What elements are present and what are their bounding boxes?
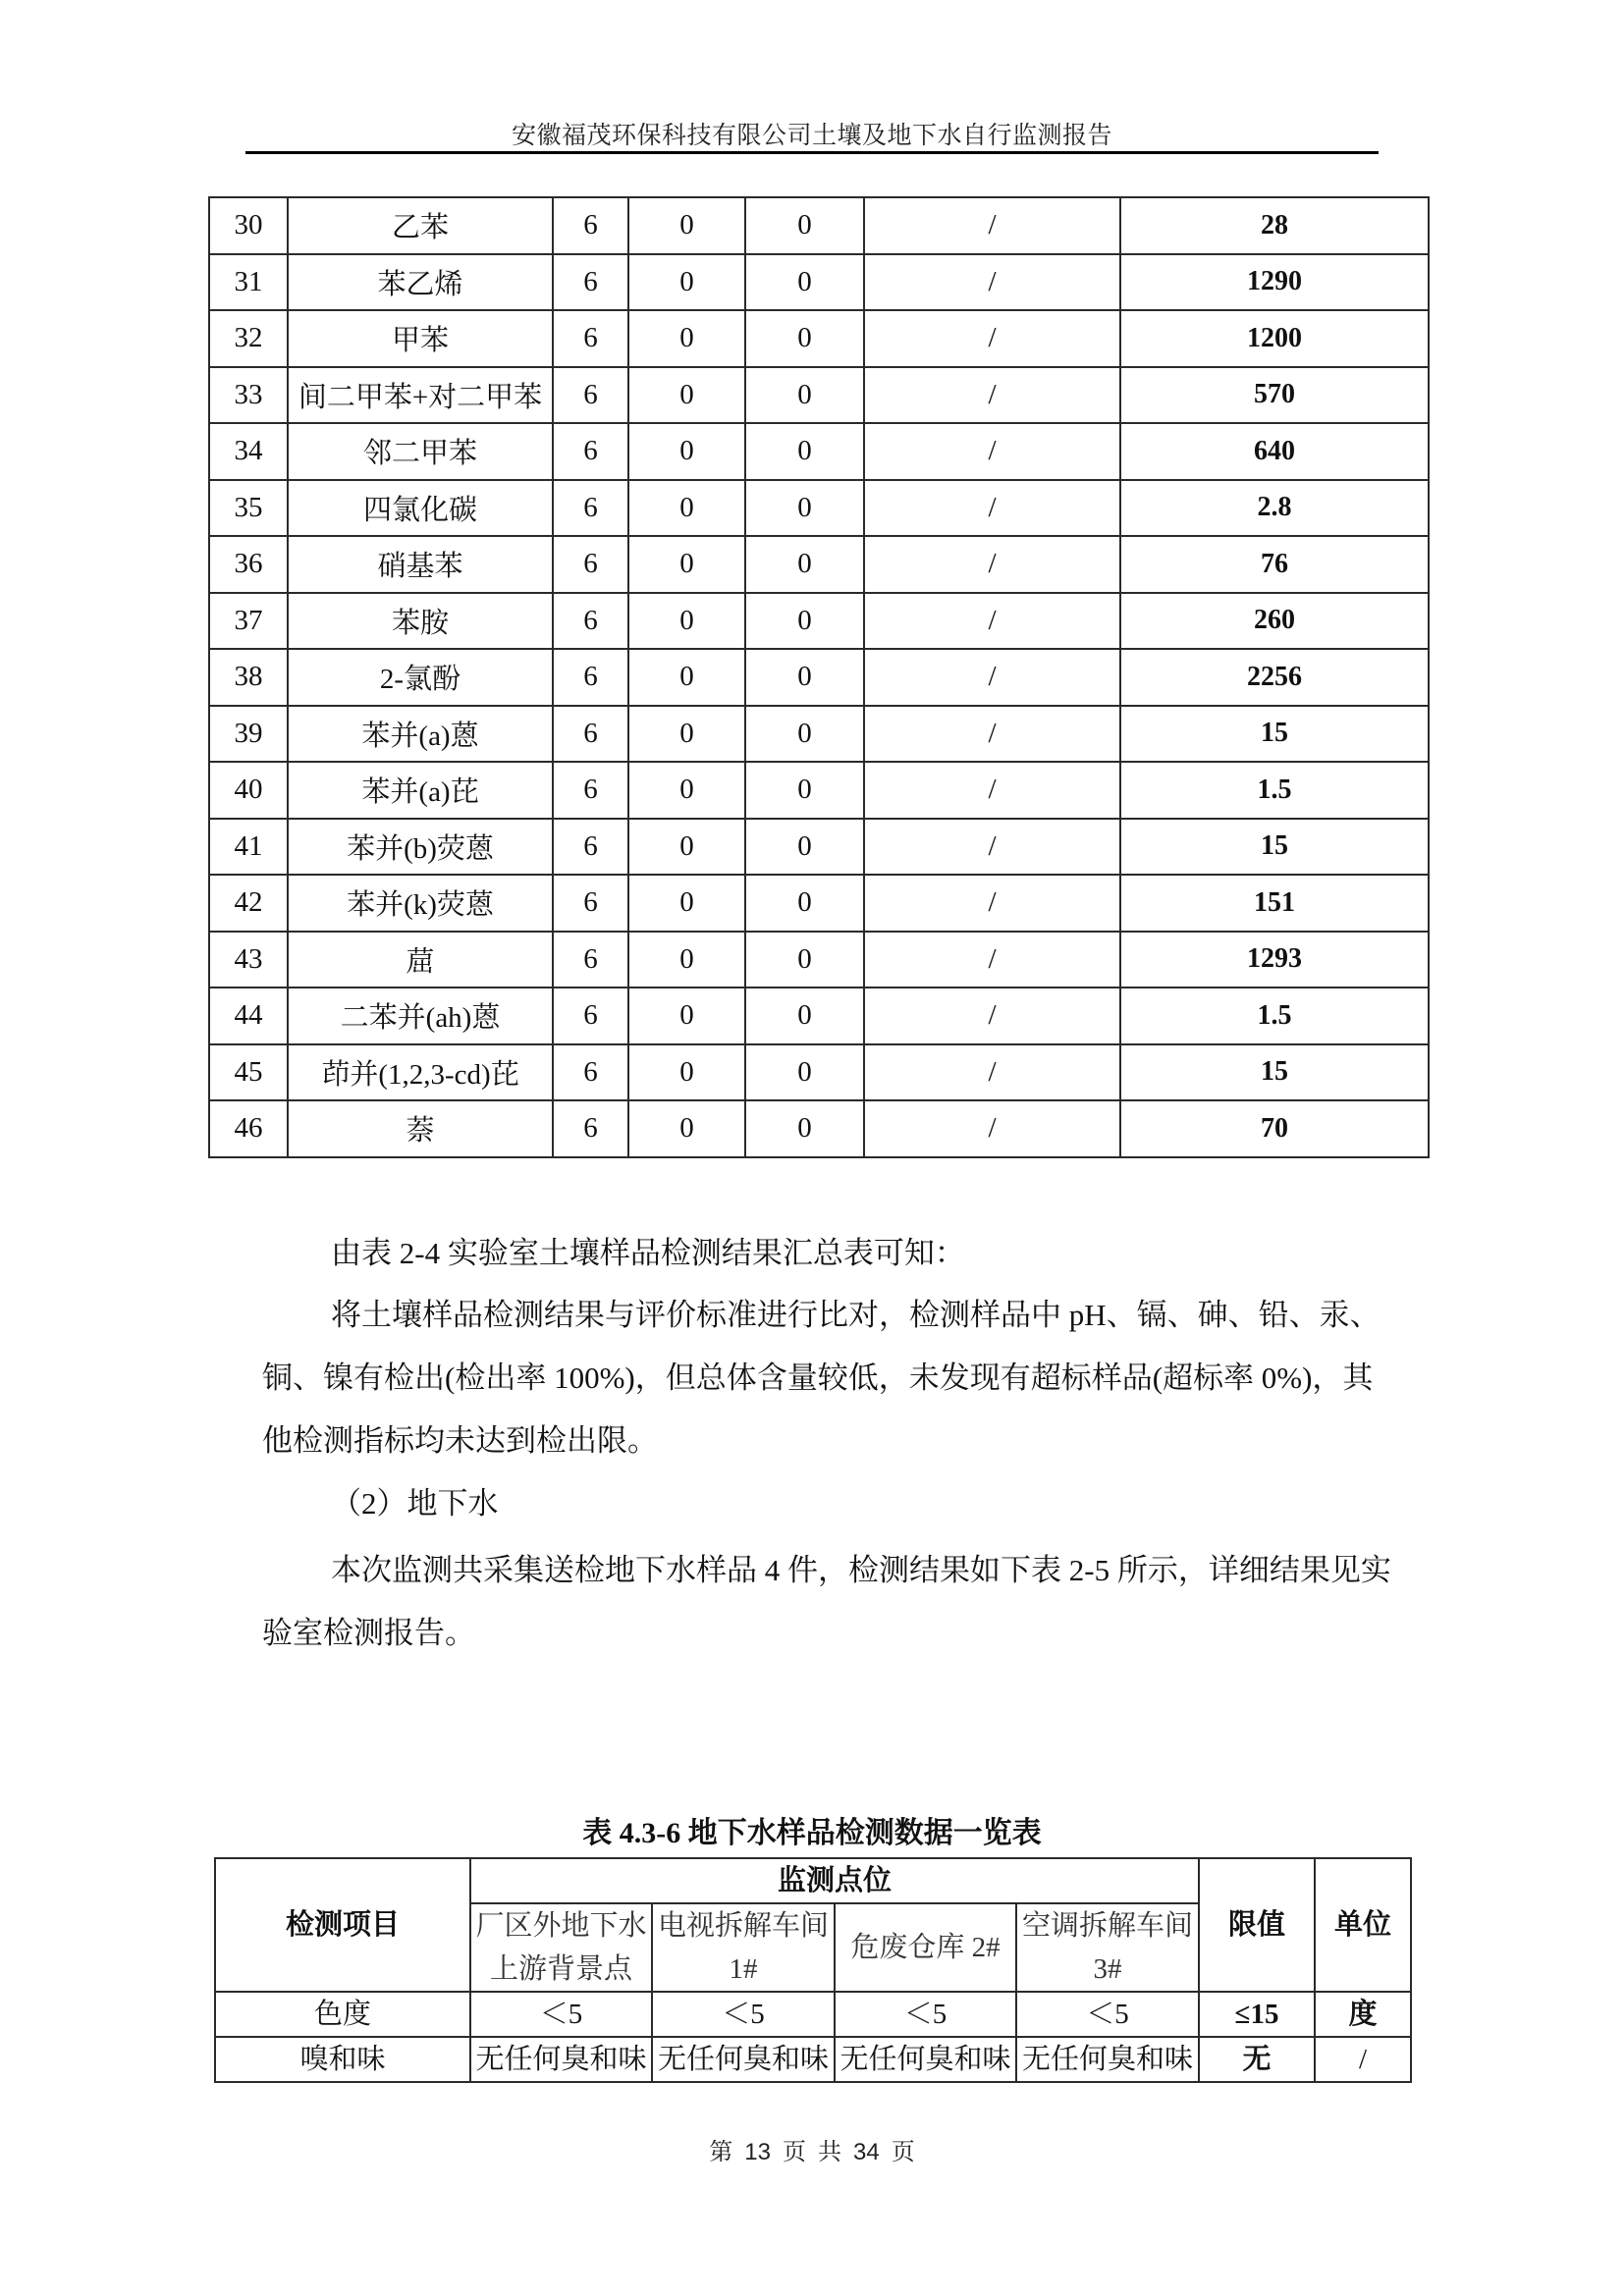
cell-item: 乙苯 bbox=[288, 197, 553, 254]
cell-item: 四氯化碳 bbox=[288, 480, 553, 537]
section-heading-groundwater: （2）地下水 bbox=[331, 1486, 499, 1521]
cell-sample-count: 6 bbox=[553, 875, 628, 932]
cell-exceed-count: 0 bbox=[745, 536, 864, 593]
cell-max-value: / bbox=[864, 649, 1120, 706]
cell-number: 42 bbox=[209, 875, 288, 932]
table-row bbox=[209, 649, 1429, 706]
table-row bbox=[209, 932, 1429, 988]
header-points-group: 监测点位 bbox=[470, 1858, 1199, 1903]
cell-detected-count: 0 bbox=[628, 988, 745, 1044]
cell-limit: 70 bbox=[1120, 1100, 1429, 1157]
cell-max-value: / bbox=[864, 875, 1120, 932]
cell-max-value: / bbox=[864, 1044, 1120, 1101]
cell-item: 色度 bbox=[215, 1992, 470, 2037]
cell-value: 无任何臭和味 bbox=[652, 2037, 835, 2082]
cell-number: 34 bbox=[209, 423, 288, 480]
cell-detected-count: 0 bbox=[628, 593, 745, 650]
cell-exceed-count: 0 bbox=[745, 932, 864, 988]
cell-item: 萘 bbox=[288, 1100, 553, 1157]
table-row bbox=[209, 1100, 1429, 1157]
cell-max-value: / bbox=[864, 423, 1120, 480]
cell-number: 37 bbox=[209, 593, 288, 650]
cell-sample-count: 6 bbox=[553, 536, 628, 593]
cell-value: ＜5 bbox=[835, 1992, 1016, 2037]
cell-detected-count: 0 bbox=[628, 423, 745, 480]
cell-sample-count: 6 bbox=[553, 649, 628, 706]
header-row-1 bbox=[215, 1858, 1411, 1903]
cell-value: 无任何臭和味 bbox=[1016, 2037, 1199, 2082]
cell-limit: 640 bbox=[1120, 423, 1429, 480]
cell-number: 41 bbox=[209, 819, 288, 876]
cell-exceed-count: 0 bbox=[745, 310, 864, 367]
cell-value: ＜5 bbox=[470, 1992, 652, 2037]
cell-max-value: / bbox=[864, 310, 1120, 367]
cell-item: 嗅和味 bbox=[215, 2037, 470, 2082]
header-point-1: 电视拆解车间 1# bbox=[652, 1903, 835, 1992]
table-row bbox=[209, 310, 1429, 367]
cell-item: 二苯并(ah)蒽 bbox=[288, 988, 553, 1044]
cell-limit: 28 bbox=[1120, 197, 1429, 254]
cell-item: 苯并(b)荧蒽 bbox=[288, 819, 553, 876]
cell-number: 39 bbox=[209, 706, 288, 763]
header-limit: 限值 bbox=[1199, 1858, 1315, 1992]
cell-detected-count: 0 bbox=[628, 1100, 745, 1157]
cell-detected-count: 0 bbox=[628, 536, 745, 593]
cell-max-value: / bbox=[864, 988, 1120, 1044]
cell-item: 苯并(a)芘 bbox=[288, 762, 553, 819]
cell-detected-count: 0 bbox=[628, 480, 745, 537]
table-row bbox=[209, 367, 1429, 424]
footer-prefix: 第 bbox=[709, 2139, 733, 2165]
footer-page-label: 页 bbox=[783, 2139, 806, 2165]
cell-limit: 151 bbox=[1120, 875, 1429, 932]
table-row bbox=[209, 536, 1429, 593]
cell-limit: 15 bbox=[1120, 1044, 1429, 1101]
groundwater-table-caption: 表 4.3-6 地下水样品检测数据一览表 bbox=[582, 1817, 1042, 1849]
cell-value: ＜5 bbox=[1016, 1992, 1199, 2037]
cell-value: 无任何臭和味 bbox=[470, 2037, 652, 2082]
cell-limit: 76 bbox=[1120, 536, 1429, 593]
table-row bbox=[209, 875, 1429, 932]
cell-item: 䓛 bbox=[288, 932, 553, 988]
cell-max-value: / bbox=[864, 536, 1120, 593]
cell-number: 31 bbox=[209, 254, 288, 311]
table-row bbox=[209, 762, 1429, 819]
cell-limit: 1.5 bbox=[1120, 762, 1429, 819]
cell-sample-count: 6 bbox=[553, 1044, 628, 1101]
cell-limit: 1.5 bbox=[1120, 988, 1429, 1044]
cell-max-value: / bbox=[864, 932, 1120, 988]
cell-item: 邻二甲苯 bbox=[288, 423, 553, 480]
soil-table-body bbox=[209, 197, 1429, 1157]
header-unit: 单位 bbox=[1315, 1858, 1411, 1992]
cell-limit: 570 bbox=[1120, 367, 1429, 424]
cell-limit: 260 bbox=[1120, 593, 1429, 650]
cell-max-value: / bbox=[864, 762, 1120, 819]
cell-exceed-count: 0 bbox=[745, 988, 864, 1044]
groundwater-intro-paragraph: 本次监测共采集送检地下水样品 4 件，检测结果如下表 2-5 所示，详细结果见实验室检测报告。 bbox=[262, 1553, 1391, 1650]
page-footer bbox=[0, 2132, 1624, 2166]
cell-exceed-count: 0 bbox=[745, 875, 864, 932]
cell-number: 35 bbox=[209, 480, 288, 537]
table-row bbox=[209, 480, 1429, 537]
cell-item: 2-氯酚 bbox=[288, 649, 553, 706]
cell-max-value: / bbox=[864, 367, 1120, 424]
cell-detected-count: 0 bbox=[628, 1044, 745, 1101]
cell-detected-count: 0 bbox=[628, 310, 745, 367]
table-row bbox=[209, 988, 1429, 1044]
groundwater-results-table bbox=[214, 1857, 1412, 2083]
cell-limit: 无 bbox=[1199, 2037, 1315, 2082]
cell-number: 43 bbox=[209, 932, 288, 988]
cell-sample-count: 6 bbox=[553, 254, 628, 311]
cell-exceed-count: 0 bbox=[745, 1044, 864, 1101]
cell-detected-count: 0 bbox=[628, 875, 745, 932]
cell-limit: 2.8 bbox=[1120, 480, 1429, 537]
cell-detected-count: 0 bbox=[628, 819, 745, 876]
report-header-title: 安徽福茂环保科技有限公司土壤及地下水自行监测报告 bbox=[511, 123, 1112, 149]
cell-item: 苯并(a)蒽 bbox=[288, 706, 553, 763]
cell-sample-count: 6 bbox=[553, 762, 628, 819]
cell-item: 间二甲苯+对二甲苯 bbox=[288, 367, 553, 424]
cell-exceed-count: 0 bbox=[745, 480, 864, 537]
summary-result-paragraph: 将土壤样品检测结果与评价标准进行比对，检测样品中 pH、镉、砷、铅、汞、铜、镍有检出(检出率 100%)，但总体含量较低，未发现有超标样品(超标率 0%)，其他检测指标均未达到检出限。 bbox=[262, 1298, 1380, 1458]
cell-sample-count: 6 bbox=[553, 197, 628, 254]
cell-max-value: / bbox=[864, 480, 1120, 537]
table-row bbox=[215, 1992, 1411, 2037]
cell-max-value: / bbox=[864, 819, 1120, 876]
cell-sample-count: 6 bbox=[553, 310, 628, 367]
cell-unit: / bbox=[1315, 2037, 1411, 2082]
cell-number: 30 bbox=[209, 197, 288, 254]
cell-detected-count: 0 bbox=[628, 254, 745, 311]
cell-detected-count: 0 bbox=[628, 197, 745, 254]
cell-item: 苯并(k)荧蒽 bbox=[288, 875, 553, 932]
cell-exceed-count: 0 bbox=[745, 762, 864, 819]
cell-number: 38 bbox=[209, 649, 288, 706]
cell-sample-count: 6 bbox=[553, 367, 628, 424]
cell-exceed-count: 0 bbox=[745, 819, 864, 876]
cell-detected-count: 0 bbox=[628, 649, 745, 706]
table-row bbox=[209, 197, 1429, 254]
table-row bbox=[209, 423, 1429, 480]
footer-total-pages: 34 bbox=[853, 2139, 880, 2165]
cell-unit: 度 bbox=[1315, 1992, 1411, 2037]
cell-number: 46 bbox=[209, 1100, 288, 1157]
header-point-2: 危废仓库 2# bbox=[835, 1903, 1016, 1992]
cell-exceed-count: 0 bbox=[745, 593, 864, 650]
cell-sample-count: 6 bbox=[553, 480, 628, 537]
header-point-background: 厂区外地下水上游背景点 bbox=[470, 1903, 652, 1992]
cell-item: 苯乙烯 bbox=[288, 254, 553, 311]
soil-results-table bbox=[208, 196, 1430, 1158]
cell-value: ＜5 bbox=[652, 1992, 835, 2037]
table-row bbox=[209, 819, 1429, 876]
cell-exceed-count: 0 bbox=[745, 706, 864, 763]
cell-sample-count: 6 bbox=[553, 706, 628, 763]
header-divider bbox=[245, 151, 1379, 154]
cell-item: 甲苯 bbox=[288, 310, 553, 367]
footer-total-label: 共 bbox=[818, 2139, 841, 2165]
cell-number: 44 bbox=[209, 988, 288, 1044]
cell-exceed-count: 0 bbox=[745, 649, 864, 706]
cell-item: 茚并(1,2,3-cd)芘 bbox=[288, 1044, 553, 1101]
table-row bbox=[209, 706, 1429, 763]
table-row bbox=[215, 2037, 1411, 2082]
cell-detected-count: 0 bbox=[628, 932, 745, 988]
cell-max-value: / bbox=[864, 1100, 1120, 1157]
cell-max-value: / bbox=[864, 706, 1120, 763]
header-item: 检测项目 bbox=[215, 1858, 470, 1992]
footer-page-number: 13 bbox=[744, 2139, 771, 2165]
table-row bbox=[209, 254, 1429, 311]
cell-exceed-count: 0 bbox=[745, 197, 864, 254]
cell-sample-count: 6 bbox=[553, 1100, 628, 1157]
cell-item: 苯胺 bbox=[288, 593, 553, 650]
header-point-3: 空调拆解车间 3# bbox=[1016, 1903, 1199, 1992]
cell-number: 32 bbox=[209, 310, 288, 367]
cell-limit: 2256 bbox=[1120, 649, 1429, 706]
cell-sample-count: 6 bbox=[553, 819, 628, 876]
cell-max-value: / bbox=[864, 254, 1120, 311]
cell-limit: 1293 bbox=[1120, 932, 1429, 988]
cell-sample-count: 6 bbox=[553, 988, 628, 1044]
cell-exceed-count: 0 bbox=[745, 1100, 864, 1157]
cell-value: 无任何臭和味 bbox=[835, 2037, 1016, 2082]
cell-exceed-count: 0 bbox=[745, 423, 864, 480]
cell-exceed-count: 0 bbox=[745, 254, 864, 311]
cell-exceed-count: 0 bbox=[745, 367, 864, 424]
cell-limit: 15 bbox=[1120, 819, 1429, 876]
cell-sample-count: 6 bbox=[553, 932, 628, 988]
cell-limit: 1200 bbox=[1120, 310, 1429, 367]
cell-item: 硝基苯 bbox=[288, 536, 553, 593]
cell-number: 36 bbox=[209, 536, 288, 593]
cell-number: 45 bbox=[209, 1044, 288, 1101]
cell-limit: 15 bbox=[1120, 706, 1429, 763]
footer-suffix: 页 bbox=[891, 2139, 915, 2165]
summary-intro-paragraph: 由表 2-4 实验室土壤样品检测结果汇总表可知： bbox=[331, 1236, 965, 1270]
cell-max-value: / bbox=[864, 593, 1120, 650]
cell-number: 33 bbox=[209, 367, 288, 424]
cell-limit: ≤15 bbox=[1199, 1992, 1315, 2037]
cell-max-value: / bbox=[864, 197, 1120, 254]
cell-limit: 1290 bbox=[1120, 254, 1429, 311]
cell-sample-count: 6 bbox=[553, 423, 628, 480]
table-row bbox=[209, 593, 1429, 650]
cell-detected-count: 0 bbox=[628, 367, 745, 424]
cell-detected-count: 0 bbox=[628, 762, 745, 819]
cell-sample-count: 6 bbox=[553, 593, 628, 650]
table-row bbox=[209, 1044, 1429, 1101]
cell-detected-count: 0 bbox=[628, 706, 745, 763]
cell-number: 40 bbox=[209, 762, 288, 819]
